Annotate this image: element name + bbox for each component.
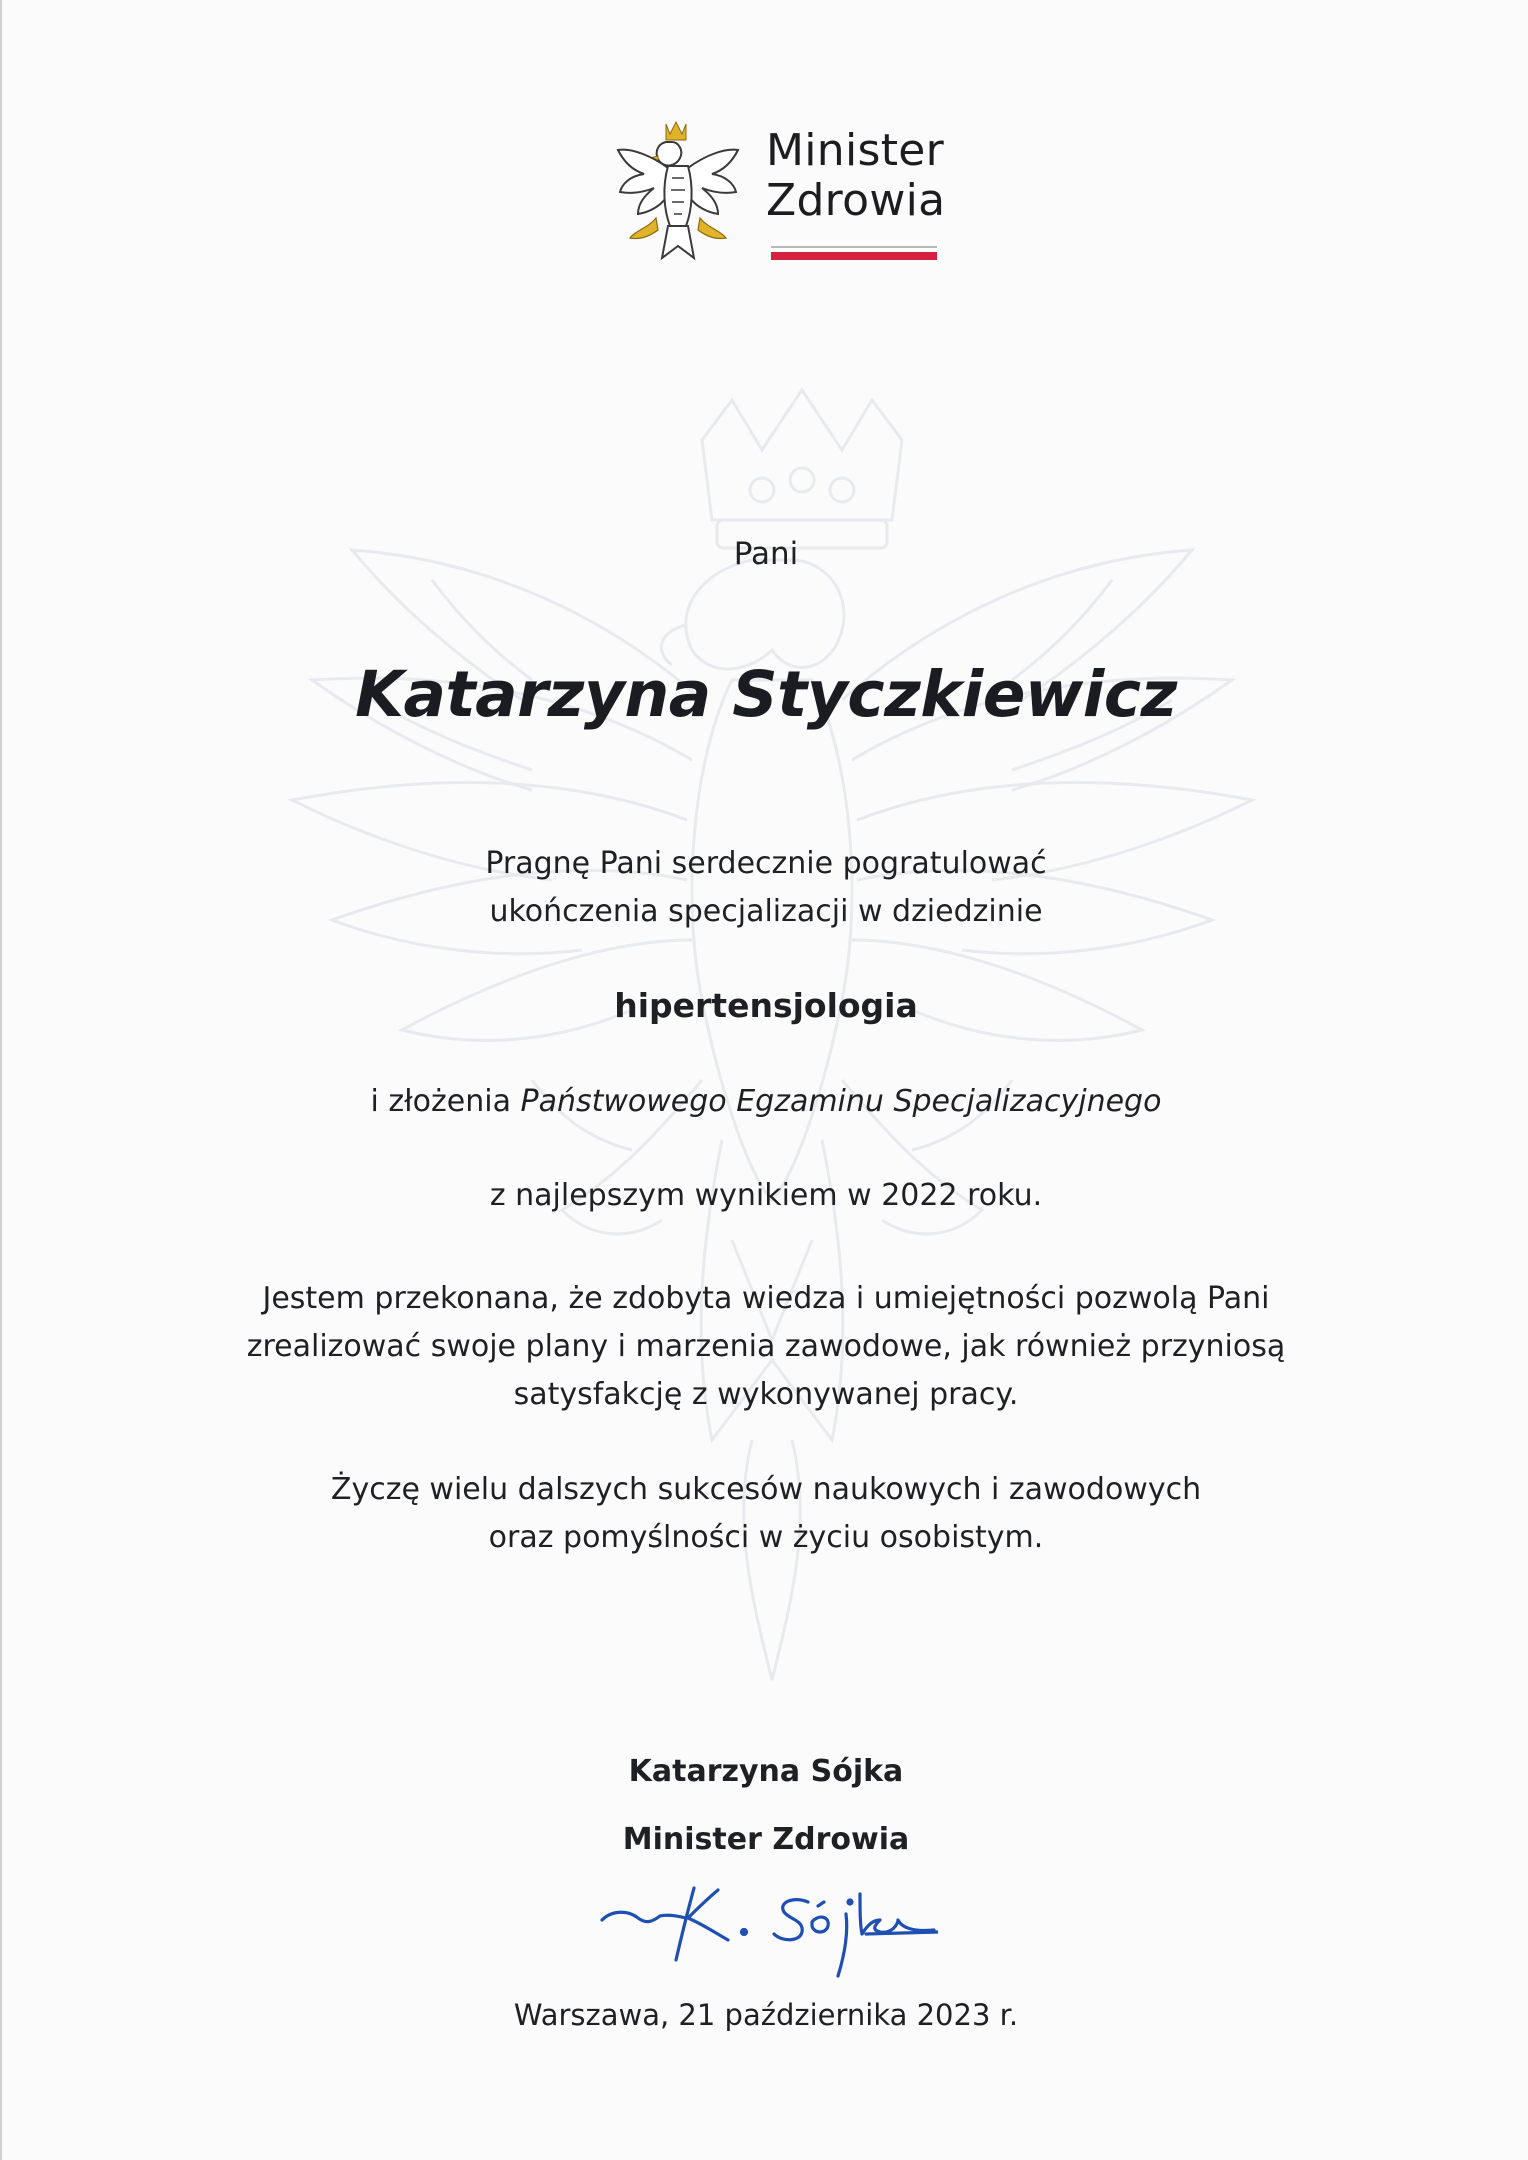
signer-name: Katarzyna Sójka: [628, 1754, 904, 1789]
white-eagle-emblem-icon: [614, 118, 742, 266]
exam-line: [2, 1084, 1528, 1119]
salutation: Pani: [733, 536, 799, 572]
result-line: z najlepszym wynikiem w 2022 roku.: [489, 1178, 1043, 1213]
ministry-logo: [614, 118, 944, 268]
exam-prefix: i złożenia: [370, 1084, 511, 1119]
belief-paragraph: [2, 1275, 1528, 1419]
exam-name: Państwowego Egzaminu Specjalizacyjnego: [520, 1084, 1162, 1119]
handwritten-signature: [598, 1880, 938, 1990]
wishes-line-1: Życzę wielu dalszych sukcesów naukowych i zawodowych: [330, 1472, 1202, 1507]
wishes-line-2: oraz pomyślności w życiu osobistym.: [488, 1520, 1044, 1555]
belief-line-2: zrealizować swoje plany i marzenia zawodowe, jak również przyniosą: [246, 1329, 1286, 1364]
specialization-field: hipertensjologia: [614, 986, 918, 1025]
belief-line-1: Jestem przekonana, że zdobyta wiedza i umiejętności pozwolą Pani: [262, 1281, 1270, 1316]
wishes-paragraph: [2, 1466, 1528, 1562]
congrats-line-1: Pragnę Pani serdecznie pogratulować: [485, 846, 1047, 881]
belief-line-3: satysfakcję z wykonywanej pracy.: [513, 1377, 1019, 1412]
congratulations-paragraph: [2, 840, 1528, 936]
signer-title: Minister Zdrowia: [622, 1822, 910, 1857]
polish-flag-bar: [771, 246, 937, 260]
logo-line-2: Zdrowia: [766, 175, 946, 226]
congrats-line-2: ukończenia specjalizacji w dziedzinie: [489, 894, 1043, 929]
logo-line-1: Minister: [766, 125, 945, 176]
recipient-name: Katarzyna Styczkiewicz: [355, 658, 1177, 731]
place-and-date: Warszawa, 21 października 2023 r.: [513, 1998, 1019, 2032]
logo-wordmark: [766, 126, 945, 226]
